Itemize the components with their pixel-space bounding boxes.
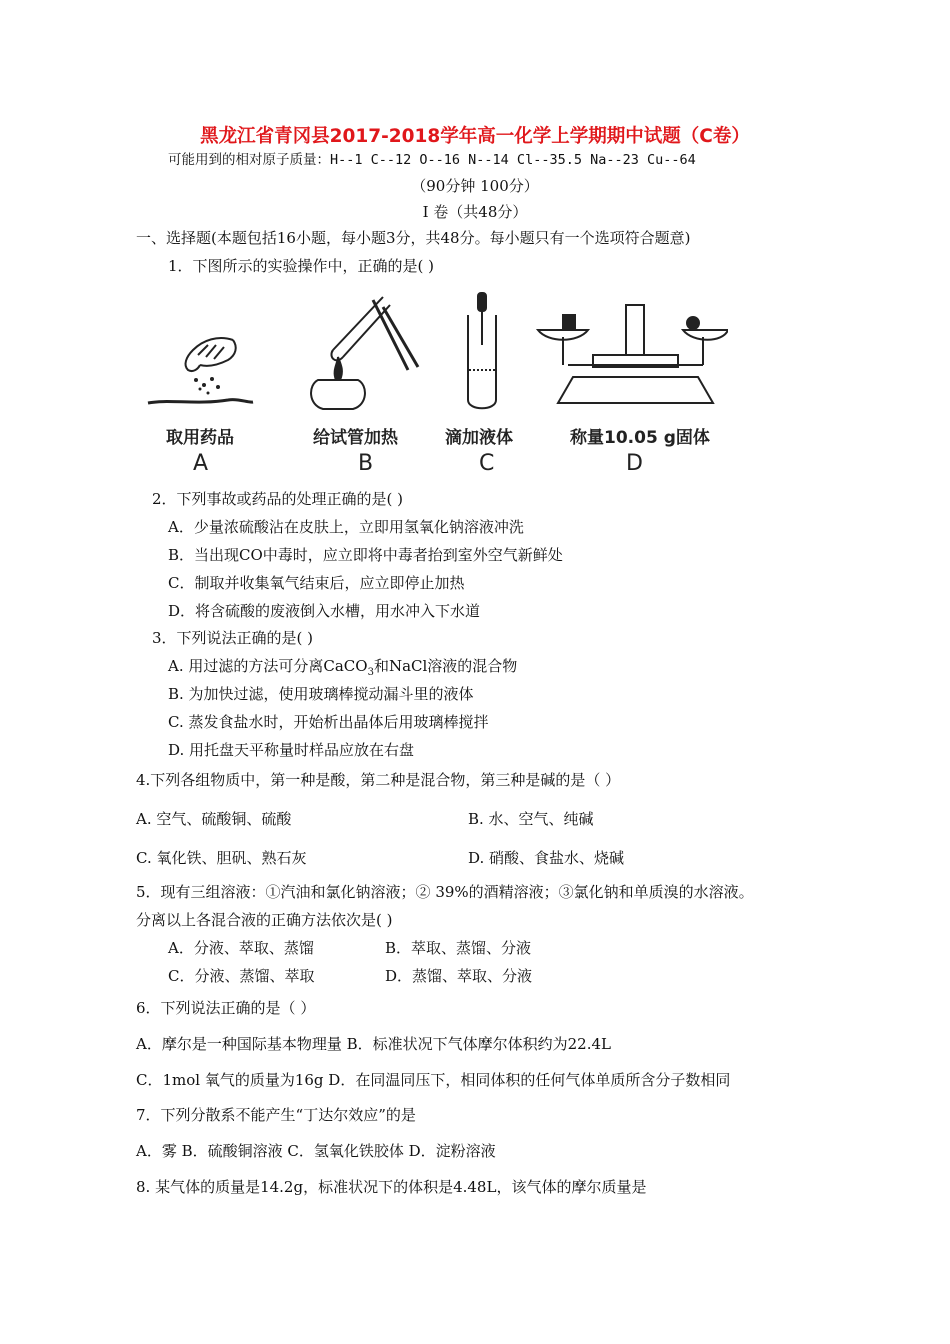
figure-letter-c: C	[479, 451, 495, 476]
figure-label-a: 取用药品	[166, 428, 234, 448]
q5-option-a: A．分液、萃取、蒸馏	[168, 939, 314, 957]
q3-stem: 3．下列说法正确的是( )	[152, 629, 314, 647]
figure-label-c: 滴加液体	[445, 428, 513, 448]
q8-stem: 8. 某气体的质量是14.2g，标准状况下的体积是4.48L，该气体的摩尔质量是	[136, 1178, 647, 1196]
q7-options: A．雾 B．硫酸铜溶液 C．氢氧化铁胶体 D．淀粉溶液	[136, 1142, 496, 1160]
q3-option-a: A. 用过滤的方法可分离CaCO$_3$和NaCl溶液的混合物	[168, 657, 518, 678]
figure-letter-a: A	[193, 451, 209, 476]
q2-option-d: D．将含硫酸的废液倒入水槽，用水冲入下水道	[168, 602, 481, 620]
q4-option-c: C. 氧化铁、胆矾、熟石灰	[136, 849, 307, 867]
q2-stem: 2．下列事故或药品的处理正确的是( )	[152, 490, 404, 508]
hand-powder-icon	[148, 338, 253, 403]
q4-option-b: B. 水、空气、纯碱	[468, 810, 594, 828]
section-heading: 一、选择题(本题包括16小题，每小题3分，共48分。每小题只有一个选项符合题意)	[136, 229, 691, 247]
q4-stem: 4.下列各组物质中，第一种是酸，第二种是混合物，第三种是碱的是（ ）	[136, 771, 621, 789]
q7-stem: 7．下列分散系不能产生“丁达尔效应”的是	[136, 1106, 416, 1124]
volume-heading: Ⅰ 卷（共48分）	[422, 203, 528, 221]
q5-option-b: B．萃取、蒸馏、分液	[385, 939, 532, 957]
test-tube-heating-icon	[311, 297, 418, 409]
figure-label-d: 称量10.05 g固体	[570, 428, 710, 448]
figure-letter-d: D	[626, 451, 643, 476]
q3-option-d: D. 用托盘天平称量时样品应放在右盘	[168, 741, 415, 759]
balance-scale-icon	[538, 305, 728, 403]
figure-label-b: 给试管加热	[313, 428, 398, 448]
time-score: （90分钟 100分）	[411, 177, 539, 195]
dropper-test-tube-icon	[468, 293, 496, 408]
q6-stem: 6．下列说法正确的是（ ）	[136, 999, 316, 1017]
q6-options-line1: A．摩尔是一种国际基本物理量 B．标准状况下气体摩尔体积约为22.4L	[136, 1035, 611, 1053]
q6-options-line2: C．1mol 氧气的质量为16g D．在同温同压下，相同体积的任何气体单质所含分子数相同	[136, 1071, 731, 1089]
q4-option-d: D. 硝酸、食盐水、烧碱	[468, 849, 625, 867]
q2-option-c: C．制取并收集氧气结束后，应立即停止加热	[168, 574, 465, 592]
lab-apparatus-illustration	[138, 285, 728, 415]
q3-option-b: B. 为加快过滤，使用玻璃棒搅动漏斗里的液体	[168, 685, 474, 703]
q5-stem-line1: 5．现有三组溶液：①汽油和氯化钠溶液；② 39%的酒精溶液；③氯化钠和单质溴的水溶液。	[136, 883, 754, 901]
q5-stem-line2: 分离以上各混合液的正确方法依次是( )	[136, 911, 393, 929]
exam-title: 黑龙江省青冈县2017-2018学年高一化学上学期期中试题（C卷）	[200, 126, 750, 147]
q4-option-a: A. 空气、硫酸铜、硫酸	[136, 810, 292, 828]
figure-letter-b: B	[358, 451, 374, 476]
q2-option-a: A．少量浓硫酸沾在皮肤上，立即用氢氧化钠溶液冲洗	[168, 518, 524, 536]
q3-option-c: C. 蒸发食盐水时，开始析出晶体后用玻璃棒搅拌	[168, 713, 489, 731]
q5-option-d: D．蒸馏、萃取、分液	[385, 967, 533, 985]
q5-option-c: C．分液、蒸馏、萃取	[168, 967, 315, 985]
atomic-masses: 可能用到的相对原子质量：H--1 C--12 O--16 N--14 Cl--35.5 Na--23 Cu--64	[168, 152, 696, 168]
q1-stem: 1．下图所示的实验操作中，正确的是( )	[168, 257, 435, 275]
q1-figure	[138, 285, 728, 480]
q2-option-b: B．当出现CO中毒时，应立即将中毒者抬到室外空气新鲜处	[168, 546, 563, 564]
